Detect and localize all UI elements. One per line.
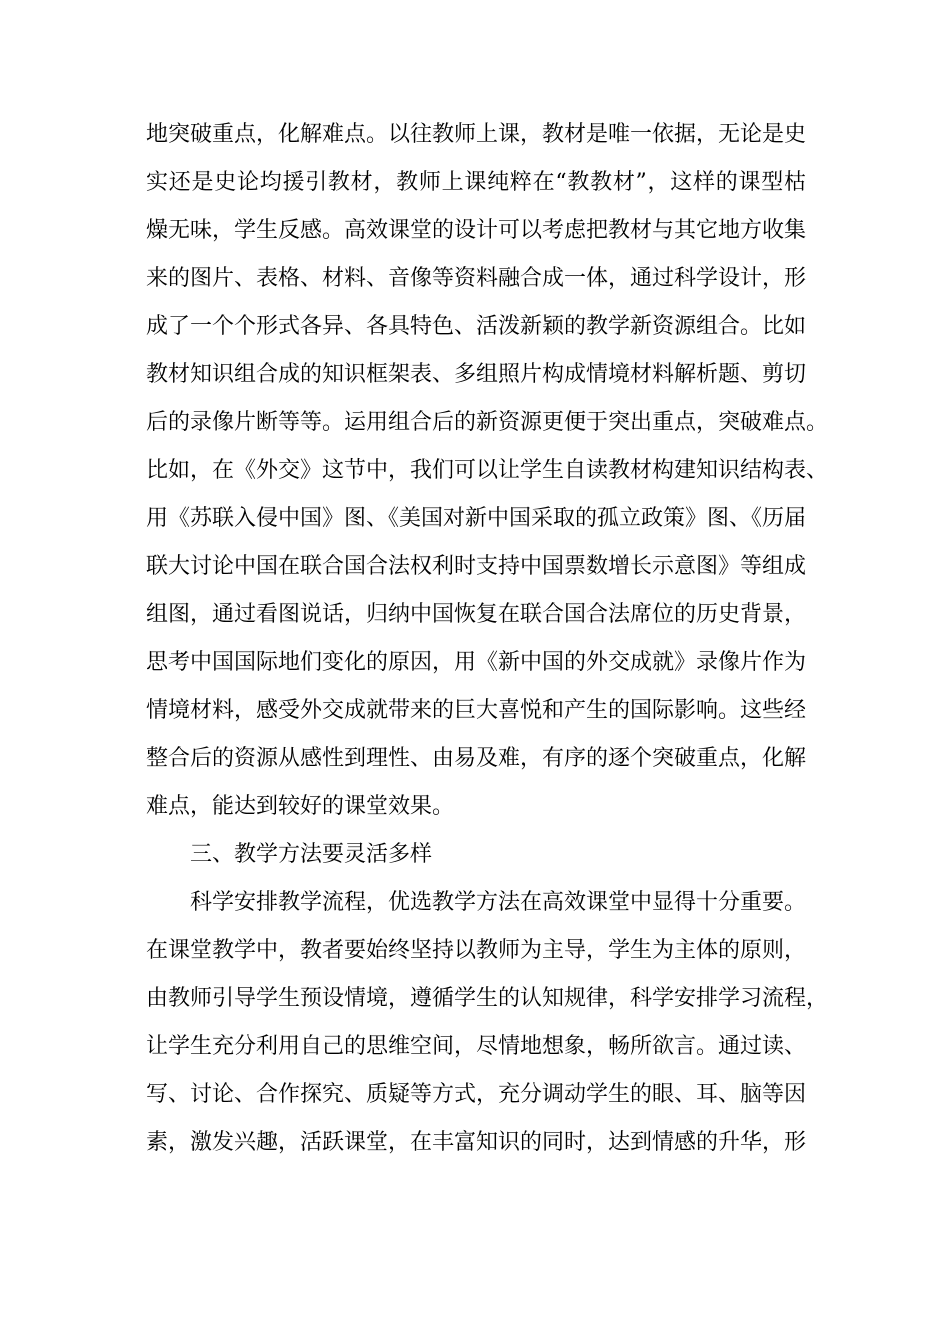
- paragraph-line: 组图，通过看图说话，归纳中国恢复在联合国合法席位的历史背景，: [146, 602, 807, 627]
- paragraph-line: 来的图片、表格、材料、音像等资料融合成一体，通过科学设计，形: [146, 266, 807, 291]
- section-heading: 三、教学方法要灵活多样: [190, 842, 433, 867]
- paragraph-1: [146, 118, 829, 838]
- paragraph-line: 情境材料，感受外交成就带来的巨大喜悦和产生的国际影响。这些经: [146, 698, 807, 723]
- paragraph-line: 素，激发兴趣，活跃课堂，在丰富知识的同时，达到情感的升华，形: [146, 1130, 807, 1155]
- paragraph-line: 难点，能达到较好的课堂效果。: [146, 794, 455, 819]
- paragraph-line: 让学生充分利用自己的思维空间，尽情地想象，畅所欲言。通过读、: [146, 1034, 807, 1059]
- paragraph-line: 科学安排教学流程，优选教学方法在高效课堂中显得十分重要。: [190, 890, 807, 915]
- paragraph-2: [146, 886, 829, 1174]
- paragraph-line: 用《苏联入侵中国》图、《美国对新中国采取的孤立政策》图、《历届: [146, 506, 807, 531]
- paragraph-line: 燥无味，学生反感。高效课堂的设计可以考虑把教材与其它地方收集: [146, 218, 807, 243]
- paragraph-line: 比如，在《外交》这节中，我们可以让学生自读教材构建知识结构表、: [146, 458, 829, 483]
- paragraph-line: 思考中国国际地们变化的原因，用《新中国的外交成就》录像片作为: [146, 650, 807, 675]
- paragraph-line: 由教师引导学生预设情境，遵循学生的认知规律，科学安排学习流程，: [146, 986, 829, 1011]
- paragraph-line: 后的录像片断等等。运用组合后的新资源更便于突出重点，突破难点。: [146, 410, 829, 435]
- paragraph-line: 联大讨论中国在联合国合法权利时支持中国票数增长示意图》等组成: [146, 554, 807, 579]
- document-page: [146, 118, 829, 1174]
- paragraph-line: 成了一个个形式各异、各具特色、活泼新颖的教学新资源组合。比如: [146, 314, 807, 339]
- paragraph-line: 教材知识组合成的知识框架表、多组照片构成情境材料解析题、剪切: [146, 362, 807, 387]
- paragraph-line: 地突破重点，化解难点。以往教师上课，教材是唯一依据，无论是史: [146, 122, 807, 147]
- paragraph-line: 实还是史论均援引教材，教师上课纯粹在“教教材”，这样的课型枯: [146, 170, 806, 195]
- paragraph-line: 整合后的资源从感性到理性、由易及难，有序的逐个突破重点，化解: [146, 746, 807, 771]
- paragraph-line: 在课堂教学中，教者要始终坚持以教师为主导，学生为主体的原则，: [146, 938, 807, 963]
- paragraph-line: 写、讨论、合作探究、质疑等方式，充分调动学生的眼、耳、脑等因: [146, 1082, 807, 1107]
